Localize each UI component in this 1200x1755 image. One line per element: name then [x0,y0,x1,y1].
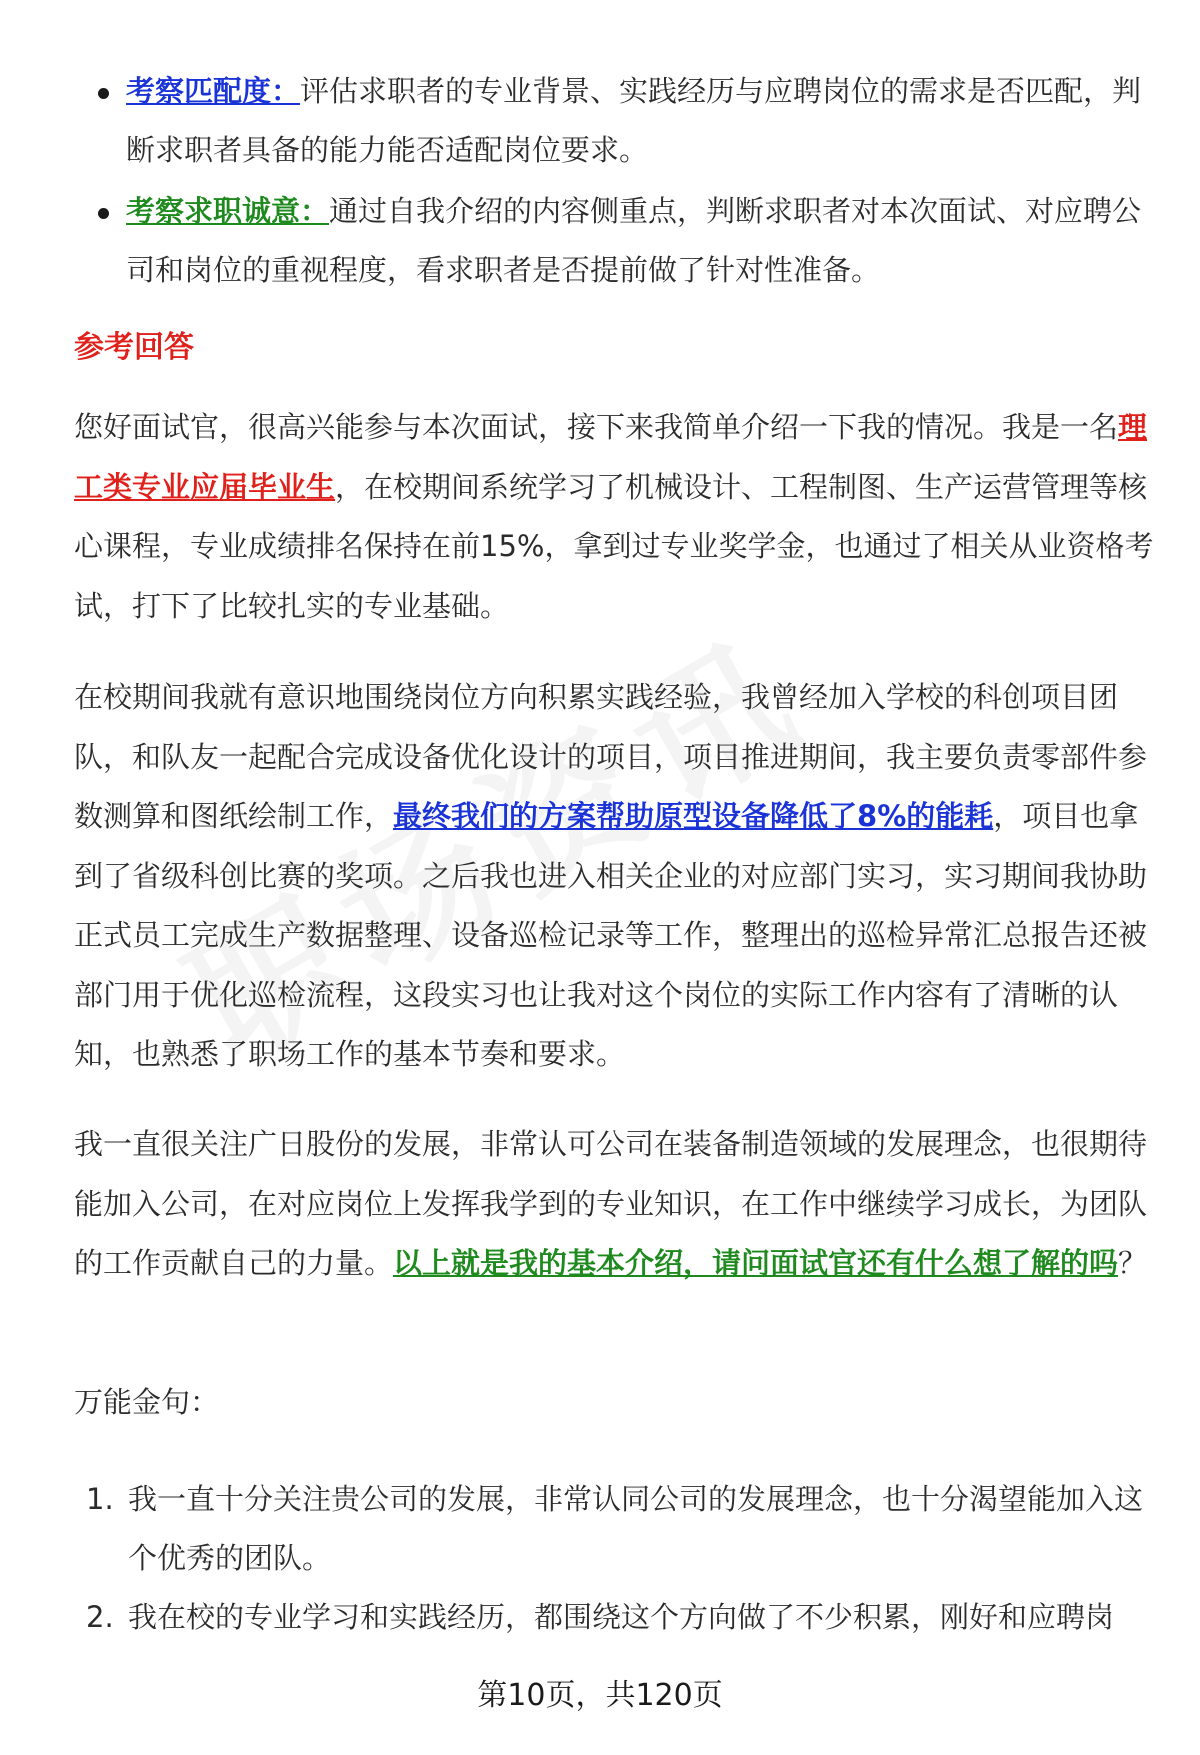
paragraph-text: 我一直很关注广日股份的发展，非常认可公司在装备制造领域的发展理念，也很期待能加入公司，在对应岗位上发挥我学到的专业知识，在工作中继续学习成长，为团队的工作贡献自己的力量。 [74,1127,1148,1280]
list-item-text: 我一直十分关注贵公司的发展，非常认同公司的发展理念，也十分渴望能加入这个优秀的团队。 [128,1482,1144,1575]
answer-paragraph-3 [74,1115,1154,1294]
paragraph-text: 您好面试官，很高兴能参与本次面试，接下来我简单介绍一下我的情况。我是一名 [74,410,1119,444]
page-footer: 第10页，共120页 [477,1678,723,1713]
golden-sentences-list [74,1470,1154,1647]
golden-sentences-label: 万能金句： [74,1385,220,1419]
criteria-list [74,62,1154,302]
list-item-text: 我在校的专业学习和实践经历，都围绕这个方向做了不少积累，刚好和应聘岗 [128,1600,1115,1634]
list-number: 2. [86,1600,114,1634]
highlight-achievement: 最终我们的方案帮助原型设备降低了8%的能耗 [393,799,994,833]
highlight-match: 考察匹配度： [126,74,301,108]
list-item-text: 通过自我介绍的内容侧重点，判断求职者对本次面试、对应聘公司和岗位的重视程度，看求职者是否提前做了针对性准备。 [126,194,1142,287]
list-item-text: 评估求职者的专业背景、实践经历与应聘岗位的需求是否匹配，判断求职者具备的能力能否适配岗位要求。 [126,74,1142,167]
paragraph-text: ？ [1118,1246,1148,1280]
list-number: 1. [86,1482,114,1516]
highlight-sincerity: 考察求职诚意： [126,194,330,228]
bullet-icon [98,88,109,99]
paragraph-text: 在校期间我就有意识地围绕岗位方向积累实践经验，我曾经加入学校的科创项目团队，和队友一起配合完成设备优化设计的项目，项目推进期间，我主要负责零部件参数测算和图纸绘制工作， [74,680,1148,833]
answer-paragraph-2 [74,668,1154,1085]
section-title: 参考回答 [74,330,194,365]
highlight-closing: 以上就是我的基本介绍，请问面试官还有什么想了解的吗 [393,1246,1119,1280]
paragraph-text: ，在校期间系统学习了机械设计、工程制图、生产运营管理等核心课程，专业成绩排名保持在前15%，拿到过专业奖学金，也通过了相关从业资格考试，打下了比较扎实的专业基础。 [74,469,1154,623]
bullet-icon [98,208,109,219]
list-item [74,182,1154,300]
paragraph-text: ，项目也拿到了省级科创比赛的奖项。之后我也进入相关企业的对应部门实习，实习期间我协助正式员工完成生产数据整理、设备巡检记录等工作，整理出的巡检异常汇总报告还被部门用于优化巡检流程，这段实习也让我对这个岗位的实际工作内容有了清晰的认知，也熟悉了职场工作的基本节奏和要求。 [74,799,1148,1071]
highlight-graduate: 理工类专业应届毕业生 [74,410,1148,504]
answer-paragraph-1 [74,398,1154,636]
list-item [74,1470,1154,1588]
list-item [74,62,1154,180]
list-item [74,1588,1154,1647]
